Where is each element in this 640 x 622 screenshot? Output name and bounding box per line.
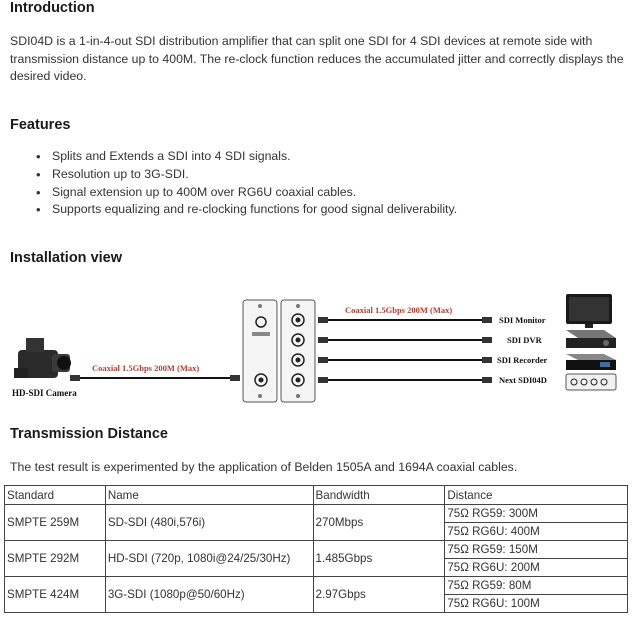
distance-cell <box>445 577 628 613</box>
installation-heading: Installation view <box>10 250 122 266</box>
output-label-monitor: SDI Monitor <box>499 315 546 325</box>
distance-value: 75Ω RG6U: 100M <box>445 594 627 612</box>
features-heading: Features <box>10 117 71 133</box>
feature-item: • Splits and Extends a SDI into 4 SDI signals. <box>10 148 457 166</box>
name-cell: 3G-SDI (1080p@50/60Hz) <box>105 577 313 613</box>
distance-cell <box>445 505 628 541</box>
name-cell: HD-SDI (720p, 1080i@24/25/30Hz) <box>105 541 313 577</box>
bandwidth-cell: 270Mbps <box>313 505 445 541</box>
next-device-icon <box>566 374 616 390</box>
dvr-icon <box>566 330 616 348</box>
column-header: Standard <box>5 486 106 505</box>
feature-item: • Supports equalizing and re-clocking functions for good signal deliverability. <box>10 201 457 219</box>
column-header: Bandwidth <box>313 486 445 505</box>
distance-value: 75Ω RG6U: 200M <box>445 558 627 576</box>
bandwidth-cell: 1.485Gbps <box>313 541 445 577</box>
intro-paragraph: SDI04D is a 1-in-4-out SDI distribution amplifier that can split one SDI for 4 SDI devices at remote side with transmission distance up to 400M. The re-clock function reduces the accumulated jitter and correctly displays the desired video. <box>10 34 624 83</box>
standard-cell: SMPTE 424M <box>5 577 106 613</box>
column-header: Distance <box>445 486 628 505</box>
name-cell: SD-SDI (480i,576i) <box>105 505 313 541</box>
output-label-recorder: SDI Recorder <box>497 355 548 365</box>
recorder-icon <box>566 354 616 370</box>
distance-value: 75Ω RG6U: 400M <box>445 522 627 540</box>
bandwidth-cell: 2.97Gbps <box>313 577 445 613</box>
standard-cell: SMPTE 259M <box>5 505 106 541</box>
camera-label: HD-SDI Camera <box>12 388 77 398</box>
table-row <box>5 505 628 541</box>
distance-value: 75Ω RG59: 150M <box>447 543 538 556</box>
transmission-heading: Transmission Distance <box>10 426 168 442</box>
sdi04d-device-icon <box>243 300 315 402</box>
table-row <box>5 577 628 613</box>
output-cable-label: Coaxial 1.5Gbps 200M (Max) <box>345 305 453 315</box>
transmission-note: The test result is experimented by the application of Belden 1505A and 1694A coaxial cables. <box>10 460 518 474</box>
input-cable-label: Coaxial 1.5Gbps 200M (Max) <box>92 363 200 373</box>
features-list <box>10 148 457 219</box>
feature-item: • Signal extension up to 400M over RG6U coaxial cables. <box>10 184 457 202</box>
camera-icon <box>14 338 71 378</box>
standard-cell: SMPTE 292M <box>5 541 106 577</box>
distance-value: 75Ω RG59: 300M <box>447 507 538 520</box>
table-header-row <box>5 486 628 505</box>
distance-value: 75Ω RG59: 80M <box>447 579 532 592</box>
table-row <box>5 541 628 577</box>
output-label-dvr: SDI DVR <box>507 335 542 345</box>
output-label-next: Next SDI04D <box>499 375 547 385</box>
column-header: Name <box>105 486 313 505</box>
installation-diagram <box>0 294 640 408</box>
feature-item: • Resolution up to 3G-SDI. <box>10 166 457 184</box>
output-cables <box>320 320 490 380</box>
transmission-table <box>4 485 628 613</box>
monitor-icon <box>566 294 612 328</box>
intro-heading: Introduction <box>10 0 95 16</box>
distance-cell <box>445 541 628 577</box>
